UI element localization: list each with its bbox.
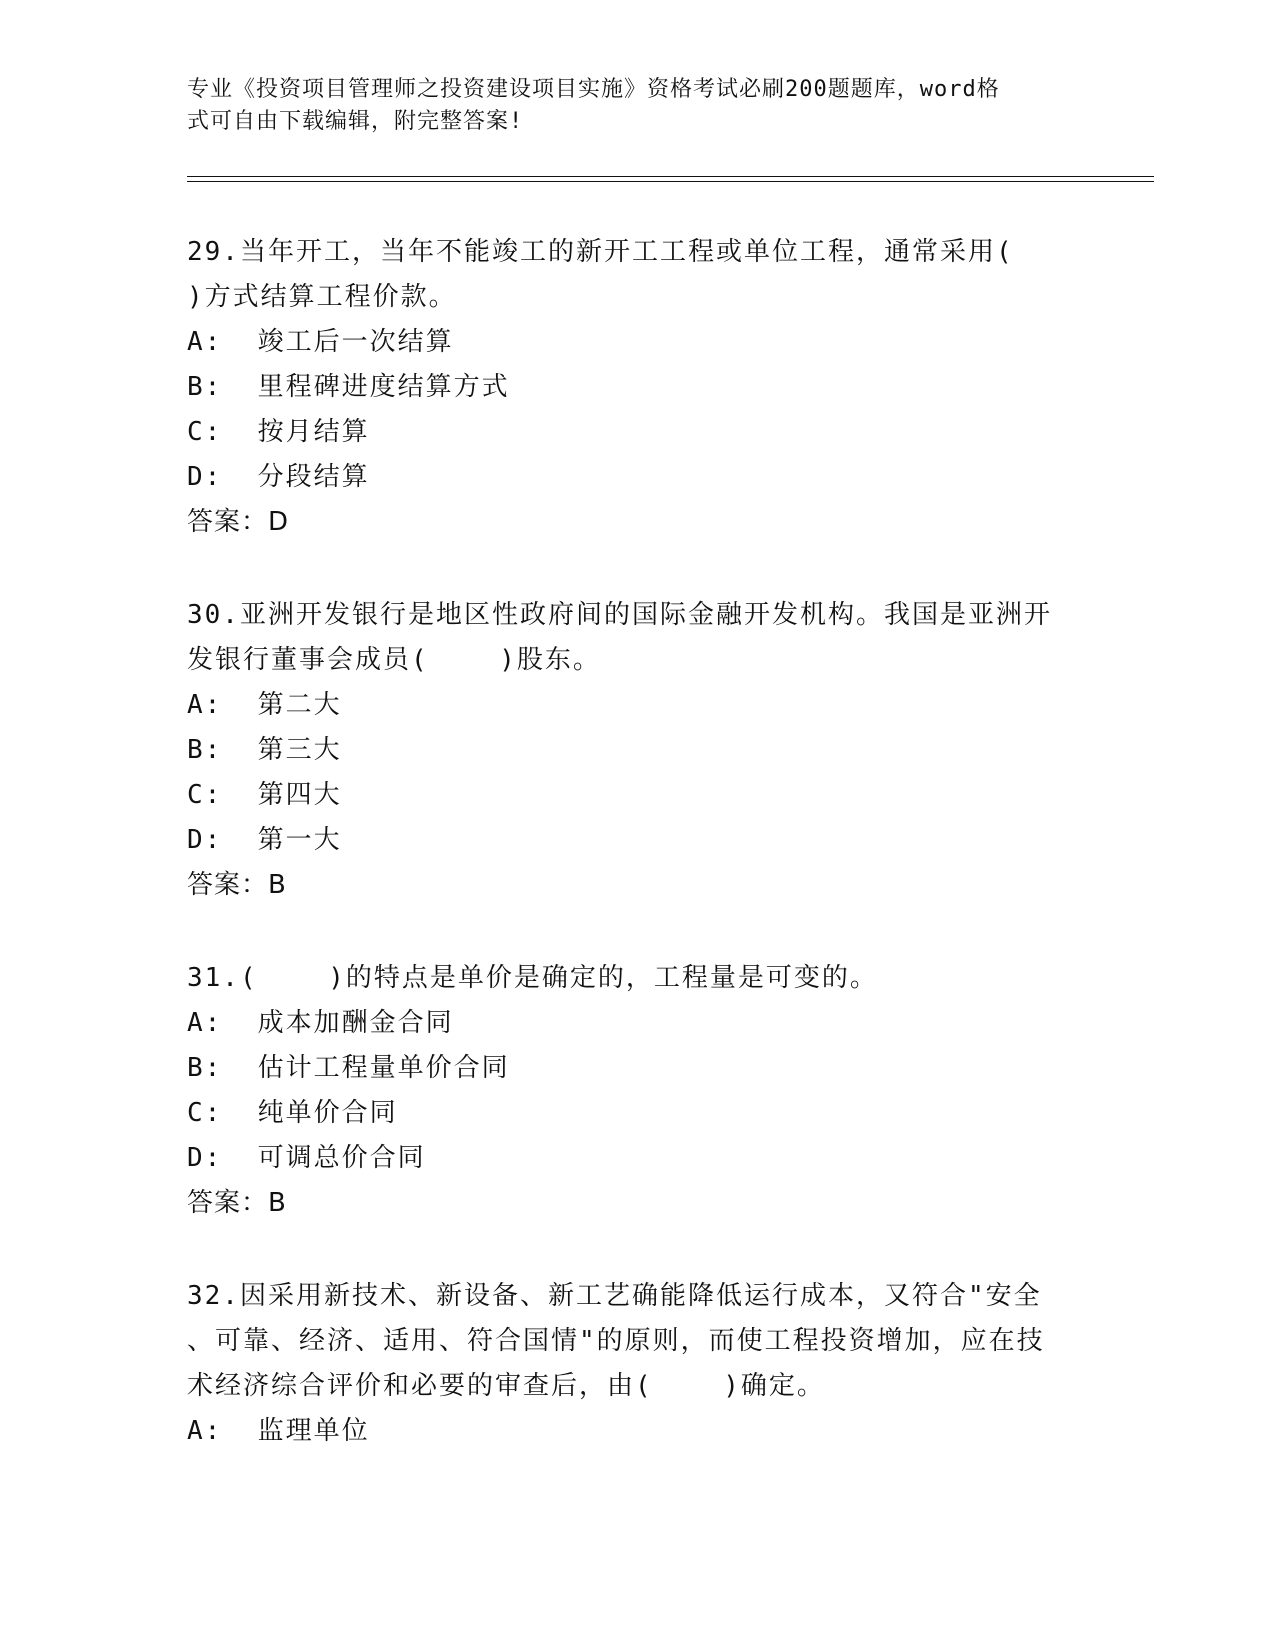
question-30 xyxy=(187,593,1067,908)
question-stem: 32.因采用新技术、新设备、新工艺确能降低运行成本，又符合"安全 、可靠、经济、适用、符合国情"的原则，而使工程投资增加，应在技 术经济综合评价和必要的审查后，由( )确定。 xyxy=(187,1281,1045,1401)
document-page xyxy=(187,0,1154,1650)
option-c: C: 纯单价合同 xyxy=(187,1098,398,1128)
question-stem: 31.( )的特点是单价是确定的，工程量是可变的。 xyxy=(187,963,878,993)
document-header xyxy=(187,74,1067,138)
question-list xyxy=(187,230,1067,1502)
answer-line: 答案：B xyxy=(187,870,287,900)
question-31 xyxy=(187,956,1067,1226)
question-stem: 30.亚洲开发银行是地区性政府间的国际金融开发机构。我国是亚洲开 发银行董事会成员( )股东。 xyxy=(187,600,1052,675)
question-29 xyxy=(187,230,1067,545)
option-a: A: 第二大 xyxy=(187,690,342,720)
question-stem: 29.当年开工，当年不能竣工的新开工工程或单位工程，通常采用( )方式结算工程价款。 xyxy=(187,237,1014,312)
question-32 xyxy=(187,1274,1067,1454)
header-divider-bottom xyxy=(187,181,1154,182)
option-c: C: 按月结算 xyxy=(187,417,370,447)
answer-line: 答案：B xyxy=(187,1188,287,1218)
header-intro-line-1: 专业《投资项目管理师之投资建设项目实施》资格考试必刷200题题库，word格 xyxy=(187,77,1000,102)
header-intro-line-2: 式可自由下载编辑，附完整答案! xyxy=(187,109,524,134)
option-d: D: 第一大 xyxy=(187,825,342,855)
header-divider-top xyxy=(187,176,1154,177)
option-d: D: 分段结算 xyxy=(187,462,370,492)
answer-line: 答案：D xyxy=(187,507,290,537)
option-c: C: 第四大 xyxy=(187,780,342,810)
option-b: B: 里程碑进度结算方式 xyxy=(187,372,510,402)
option-a: A: 成本加酬金合同 xyxy=(187,1008,454,1038)
option-b: B: 第三大 xyxy=(187,735,342,765)
option-a: A: 竣工后一次结算 xyxy=(187,327,454,357)
option-a: A: 监理单位 xyxy=(187,1416,370,1446)
option-b: B: 估计工程量单价合同 xyxy=(187,1053,510,1083)
option-d: D: 可调总价合同 xyxy=(187,1143,426,1173)
